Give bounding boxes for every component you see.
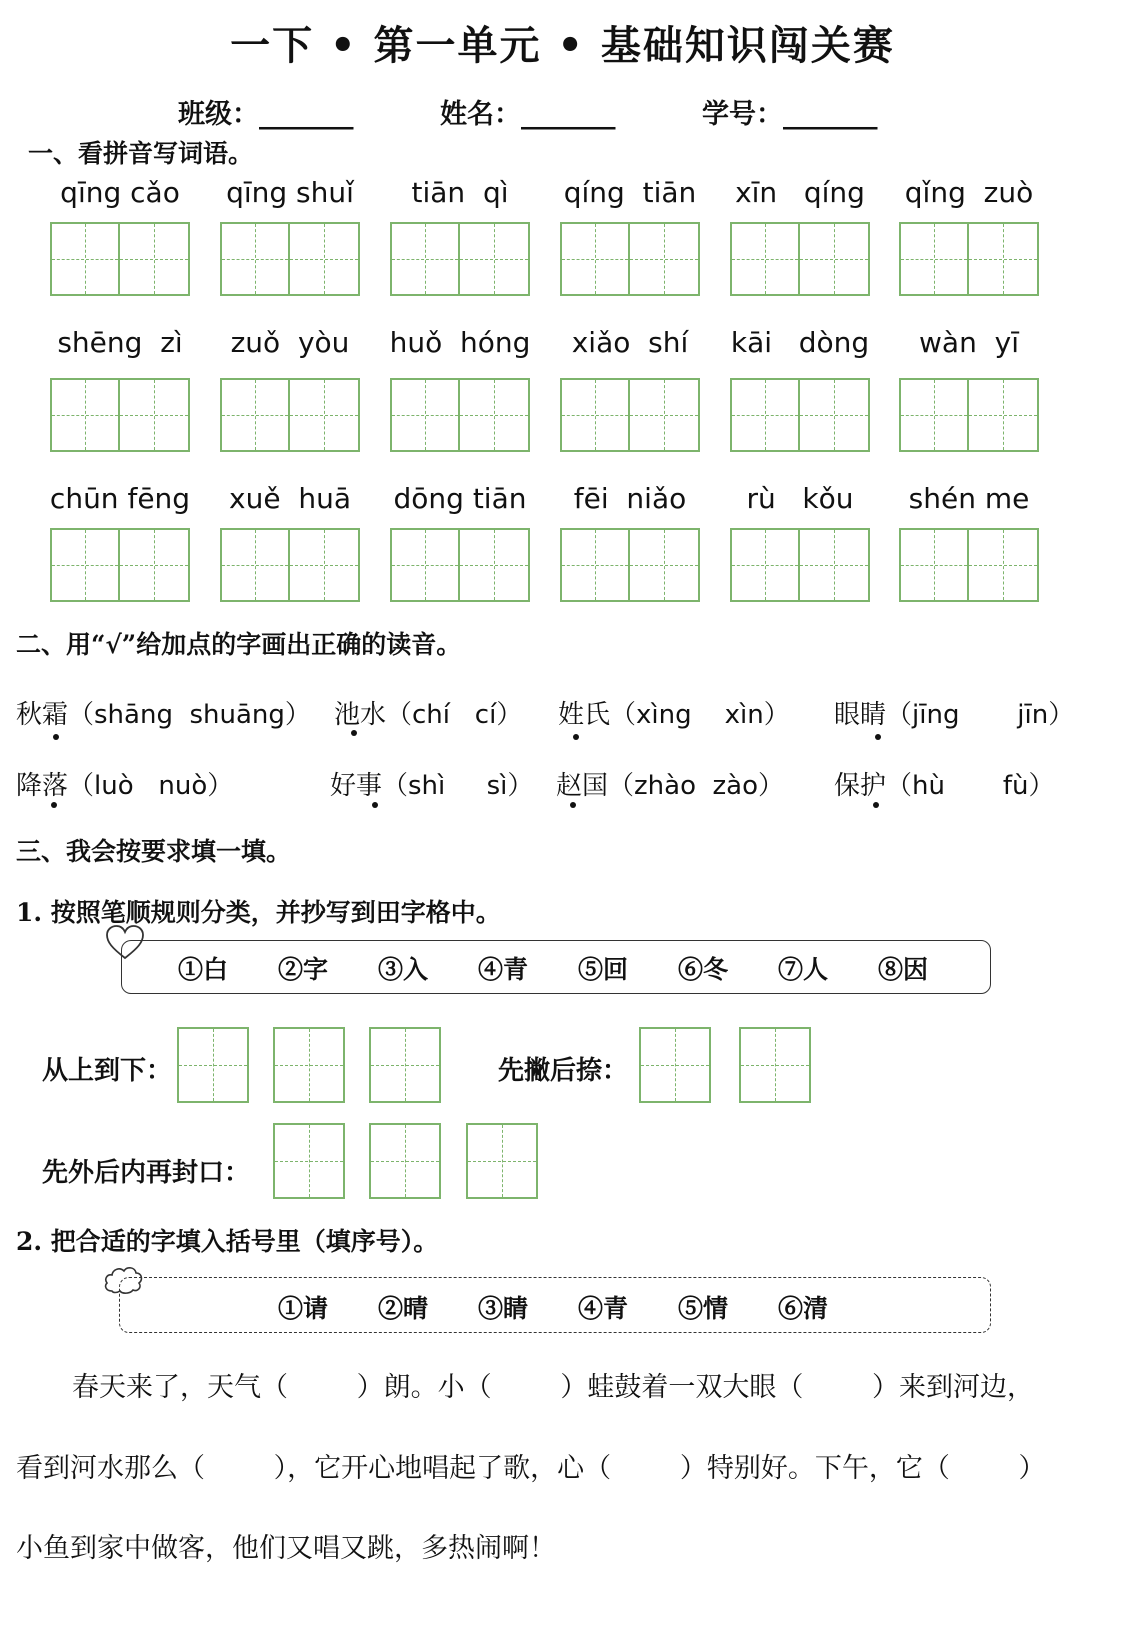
tianzige-pair[interactable] bbox=[560, 378, 700, 452]
emphasis-dot bbox=[875, 734, 881, 740]
pinyin-prompt: qīng shuǐ bbox=[226, 176, 354, 209]
passage-line-2: 看到河水那么（ ），它开心地唱起了歌，心（ ）特别好。下午，它（ ） bbox=[16, 1453, 1046, 1484]
page-title: 一下 • 第一单元 • 基础知识闯关赛 bbox=[230, 22, 895, 69]
tianzige-cell[interactable] bbox=[369, 1027, 441, 1103]
category-label-top-to-bottom: 从上到下： bbox=[42, 1056, 173, 1086]
pinyin-prompt: qīng cǎo bbox=[60, 176, 180, 209]
option-item: ⑤回 bbox=[578, 955, 629, 984]
tianzige-pair[interactable] bbox=[390, 378, 530, 452]
reading-item: 保护（hù fù） bbox=[834, 771, 1055, 801]
tianzige-pair[interactable] bbox=[220, 528, 360, 602]
reading-item: 眼睛（jīng jīn） bbox=[834, 700, 1075, 730]
pinyin-prompt: xiǎo shí bbox=[571, 326, 689, 359]
pinyin-prompt: chūn fēng bbox=[49, 482, 191, 515]
emphasis-dot bbox=[53, 734, 59, 740]
reading-item: 池水（chí cí） bbox=[334, 700, 523, 730]
option-item: ⑧因 bbox=[878, 955, 929, 984]
tianzige-cell[interactable] bbox=[273, 1027, 345, 1103]
pinyin-prompt: xuě huā bbox=[229, 482, 351, 515]
pinyin-prompt: qǐng zuò bbox=[904, 176, 1034, 209]
emphasis-dot bbox=[573, 734, 579, 740]
section2-heading: 二、用“√”给加点的字画出正确的读音。 bbox=[16, 630, 462, 659]
tianzige-pair[interactable] bbox=[730, 378, 870, 452]
reading-item: 好事（shì sì） bbox=[330, 771, 534, 801]
tianzige-pair[interactable] bbox=[50, 222, 190, 296]
reading-item: 降落（luò nuò） bbox=[16, 771, 234, 801]
option-item: ①请 bbox=[278, 1294, 329, 1323]
question1-prompt: 1. 按照笔顺规则分类，并抄写到田字格中。 bbox=[16, 898, 501, 927]
tianzige-pair[interactable] bbox=[730, 222, 870, 296]
option-item: ④青 bbox=[578, 1294, 629, 1323]
emphasis-dot bbox=[372, 802, 378, 808]
class-field[interactable]: 班级：_______ bbox=[178, 99, 354, 130]
tianzige-cell[interactable] bbox=[466, 1123, 538, 1199]
passage-line-3: 小鱼到家中做客，他们又唱又跳，多热闹啊！ bbox=[16, 1533, 556, 1564]
pinyin-prompt: kāi dòng bbox=[730, 326, 870, 359]
pinyin-prompt: fēi niǎo bbox=[573, 482, 687, 515]
tianzige-pair[interactable] bbox=[899, 222, 1039, 296]
option-item: ⑤情 bbox=[678, 1294, 729, 1323]
option-item: ④青 bbox=[478, 955, 529, 984]
emphasis-dot bbox=[570, 802, 576, 808]
option-item: ⑦人 bbox=[778, 955, 829, 984]
category-label-outside-inside: 先外后内再封口： bbox=[42, 1158, 251, 1188]
tianzige-cell[interactable] bbox=[639, 1027, 711, 1103]
name-field[interactable]: 姓名：_______ bbox=[440, 99, 616, 130]
tianzige-pair[interactable] bbox=[899, 378, 1039, 452]
tianzige-cell[interactable] bbox=[369, 1123, 441, 1199]
pinyin-prompt: xīn qíng bbox=[735, 176, 865, 209]
pinyin-prompt: rù kǒu bbox=[746, 482, 854, 515]
emphasis-dot bbox=[873, 802, 879, 808]
section1-heading: 一、看拼音写词语。 bbox=[28, 139, 254, 168]
option-item: ③入 bbox=[378, 955, 429, 984]
pinyin-prompt: wàn yī bbox=[919, 326, 1019, 359]
character-options-box bbox=[119, 1277, 991, 1333]
passage-line-1: 春天来了，天气（ ）朗。小（ ）蛙鼓着一双大眼（ ）来到河边， bbox=[72, 1372, 1034, 1403]
option-item: ②字 bbox=[278, 955, 329, 984]
option-item: ③睛 bbox=[478, 1294, 529, 1323]
tianzige-cell[interactable] bbox=[177, 1027, 249, 1103]
question2-prompt: 2. 把合适的字填入括号里（填序号）。 bbox=[16, 1227, 439, 1256]
emphasis-dot bbox=[51, 802, 57, 808]
pinyin-prompt: qíng tiān bbox=[563, 176, 697, 209]
tianzige-pair[interactable] bbox=[899, 528, 1039, 602]
tianzige-cell[interactable] bbox=[739, 1027, 811, 1103]
tianzige-cell[interactable] bbox=[273, 1123, 345, 1199]
tianzige-pair[interactable] bbox=[560, 222, 700, 296]
tianzige-pair[interactable] bbox=[220, 378, 360, 452]
reading-item: 姓氏（xìng xìn） bbox=[558, 700, 790, 730]
reading-item: 秋霜（shāng shuāng） bbox=[16, 700, 311, 730]
tianzige-pair[interactable] bbox=[390, 222, 530, 296]
stroke-order-options-box bbox=[121, 940, 991, 994]
option-item: ②晴 bbox=[378, 1294, 429, 1323]
pinyin-prompt: tiān qì bbox=[411, 176, 509, 209]
tianzige-pair[interactable] bbox=[50, 528, 190, 602]
option-item: ⑥清 bbox=[778, 1294, 829, 1323]
section3-heading: 三、我会按要求填一填。 bbox=[16, 837, 292, 866]
option-item: ⑥冬 bbox=[678, 955, 729, 984]
student-id-field[interactable]: 学号：_______ bbox=[702, 99, 878, 130]
tianzige-pair[interactable] bbox=[50, 378, 190, 452]
reading-item: 赵国（zhào zào） bbox=[556, 771, 784, 801]
pinyin-prompt: huǒ hóng bbox=[389, 326, 531, 359]
pinyin-prompt: dōng tiān bbox=[393, 482, 527, 515]
tianzige-pair[interactable] bbox=[390, 528, 530, 602]
pinyin-prompt: shēng zì bbox=[57, 326, 183, 359]
tianzige-pair[interactable] bbox=[730, 528, 870, 602]
pinyin-prompt: zuǒ yòu bbox=[230, 326, 350, 359]
category-label-pie-then-na: 先撇后捺： bbox=[498, 1056, 629, 1086]
tianzige-pair[interactable] bbox=[220, 222, 360, 296]
pinyin-prompt: shén me bbox=[908, 482, 1030, 515]
option-item: ①白 bbox=[178, 955, 229, 984]
emphasis-dot bbox=[351, 730, 357, 736]
tianzige-pair[interactable] bbox=[560, 528, 700, 602]
